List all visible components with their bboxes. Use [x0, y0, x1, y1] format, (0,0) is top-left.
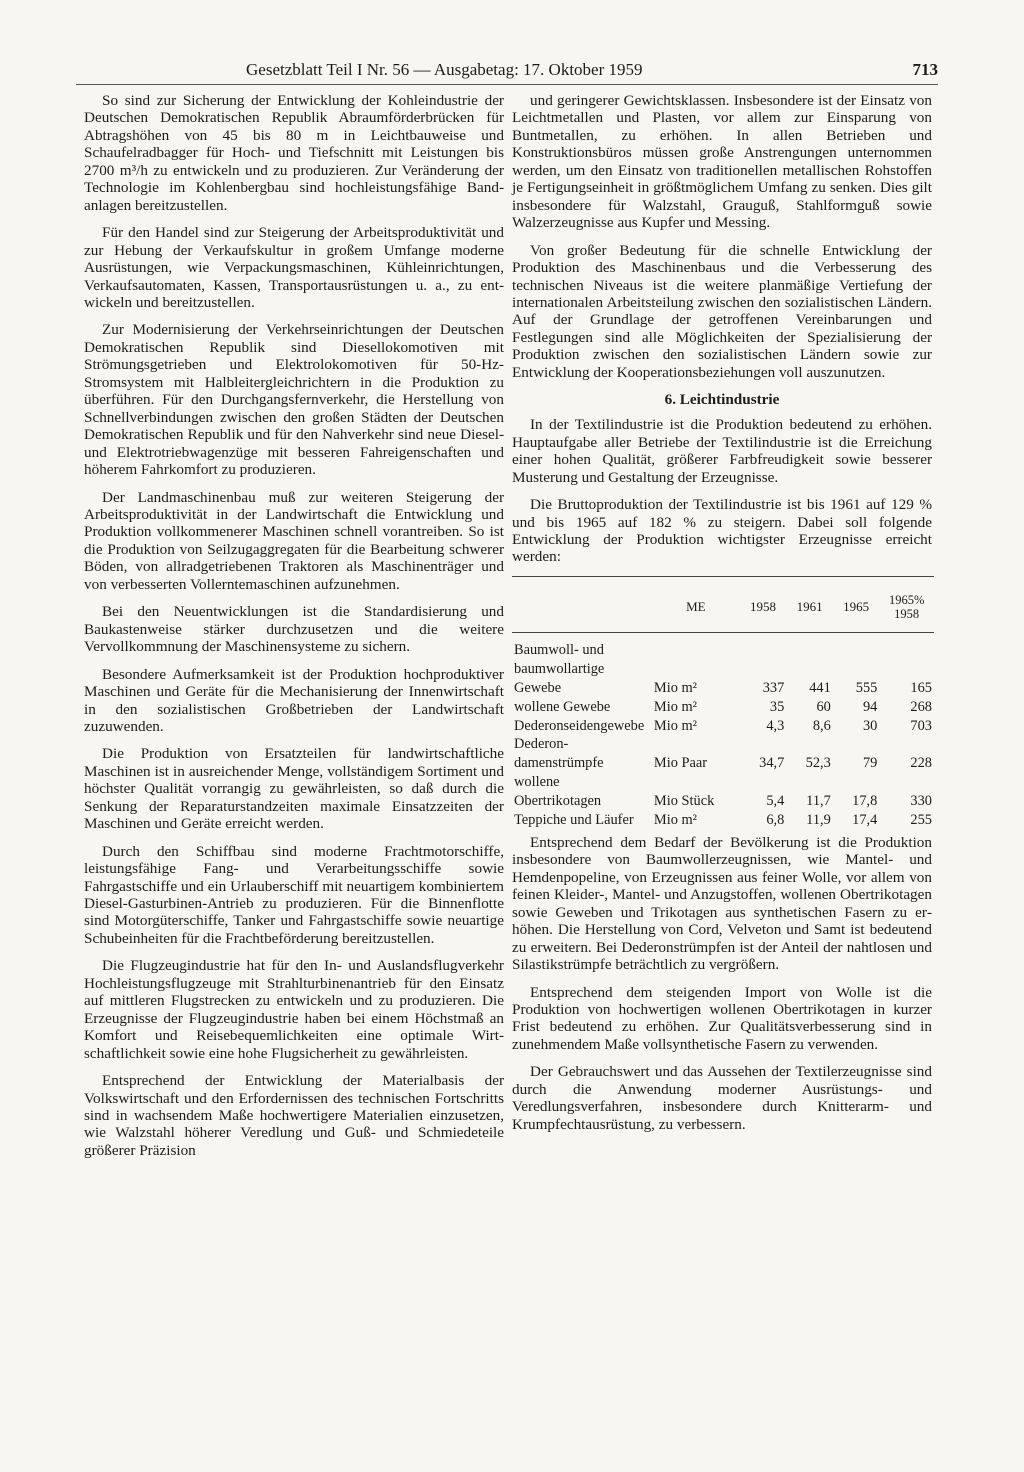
product-name: wollene Obertrikotagen — [514, 774, 602, 810]
value-1961: 11,9 — [806, 812, 831, 829]
paragraph: Von großer Bedeutung für die schnelle Entwicklung der Produktion des Maschinenbaus und die Verbesserung des technischen Niveaus ist die weitere planmäßige Vertiefung der internationalen Arbeitsteilung zwischen den sozialistischen Ländern. Auf der Grundlage der getroffenen Vereinbarungen und Festlegungen sind alle Möglichkeiten der Spezialisierung der Produktion zwischen den sozialistischen Ländern sowie zur Entwicklung der Kooperationsbeziehungen voll auszunutzen. — [512, 241, 932, 381]
value-ratio: 268 — [910, 698, 932, 715]
header-unit: ME — [652, 576, 740, 632]
paragraph: Entsprechend der Entwicklung der Materialbasis der Volkswirtschaft und den Erfordernissen des technischen Fortschritts sind in wachsendem Maße hochwertigere Materialien einzusetzen, wie Walzstahl höherer Veredlung und Guß- und Schmiedeteile größerer Präzision — [84, 1072, 504, 1159]
value-1958: 337 — [762, 679, 785, 696]
section-heading: 6. Leichtindustrie — [664, 391, 780, 409]
ratio-numerator: 1965 — [888, 592, 914, 607]
paragraph: Die Flugzeugindustrie hat für den In- und Auslandsflugverkehr Hochleistungsflugzeuge mit Strahlturbinenantrieb für den Einsatz auf mittleren Flugstrecken zu entwickeln und zu produzieren. Die Erzeugnisse der Flugzeugindustrie haben bei einem Höchstmaß an Komfort und Reisebequemlichkeiten eine optimale Wirtschaftlichkeit sowie eine hohe Flugsicherheit zu gewährleisten. — [84, 957, 504, 1062]
header-1965: 1965 — [833, 576, 880, 632]
page-header — [76, 58, 938, 85]
value-ratio: 165 — [910, 679, 932, 696]
right-column — [512, 92, 932, 1143]
ratio-denominator: 1958 — [894, 606, 920, 621]
value-1958: 6,8 — [766, 812, 785, 829]
table-row — [512, 717, 934, 736]
value-ratio: 228 — [910, 755, 932, 772]
value-1958: 5,4 — [766, 793, 785, 810]
paragraph: Entsprechend dem Bedarf der Bevölkerung ist die Produktion insbesondere von Baumwollerzeugnissen, wie Mantel- und Hemdenpopeline, von Erzeugnissen aus feiner Wolle, vor allem von feinen Kleider-, Mantel- und Anzugstoffen, wollenen Obertrikotagen sowie Geweben und Trikotagen aus synthetischen Fasern zu erhöhen. Die Herstellung von Cord, Velveton und Samt ist bedeutend zu erweitern. Bei Dederonstrümpfen ist der Anteil der nahtlosen und Silastikstrümpfe beträchtlich zu vergrößern. — [512, 833, 932, 974]
paragraph: Zur Modernisierung der Verkehrseinrichtungen der Deutschen Demokratischen Republik sind Diesellokomotiven mit Strömungsgetrieben und Elektrolokomotiven für 50-Hz-Stromsystem mit Halbleitergleichrichtern in die Produktion zu überführen. Für den Durchgangsfernverkehr, die Herstellung von Schnellverbindungen zwischen den großen Städten der Deutschen Demokratischen Republik und für den Nahverkehr sind neue Diesel- und Elektrotriebwagenzüge mit besseren Fahreigenschaften und höherem Fahrkomfort zu produzieren. — [84, 321, 504, 479]
table-row — [512, 698, 934, 717]
unit-cell: Mio Paar — [653, 755, 708, 772]
paragraph: Bei den Neuentwicklungen ist die Standardisierung und Baukastenweise stärker durchzusetzen und die weitere Vervollkommnung der Maschinensysteme zu sichern. — [84, 603, 504, 656]
value-ratio: 330 — [910, 793, 932, 810]
unit-cell: Mio m² — [653, 812, 698, 829]
header-title: Gesetzblatt Teil I Nr. 56 — Ausgabetag: 17. Oktober 1959 — [246, 60, 643, 79]
table-row — [512, 632, 934, 697]
value-1965: 30 — [862, 717, 878, 734]
page-number: 713 — [912, 60, 938, 79]
value-ratio: 703 — [910, 717, 932, 734]
table-row — [512, 811, 934, 830]
table-row — [512, 735, 934, 773]
paragraph: In der Textilindustrie ist die Produktion bedeutend zu erhöhen. Hauptaufgabe aller Betriebe der Textilindustrie ist die Erreichung einer hohen Qualität, größerer Farbfreudigkeit sowie besserer Musterung und Gestaltung der Erzeugnisse. — [512, 416, 932, 486]
value-1965: 17,4 — [852, 812, 878, 829]
value-ratio: 255 — [910, 812, 932, 829]
table-row — [512, 773, 934, 811]
header-1958: 1958 — [740, 576, 787, 632]
unit-cell: Mio m² — [653, 679, 698, 696]
unit-cell: Mio m² — [653, 698, 698, 715]
product-name: Dederonseidengewebe — [514, 717, 645, 734]
ratio-unit: % — [913, 592, 925, 607]
value-1965: 555 — [855, 679, 878, 696]
value-1961: 8,6 — [812, 717, 831, 734]
production-table — [512, 576, 934, 830]
value-1965: 17,8 — [852, 793, 878, 810]
unit-cell: Mio Stück — [653, 793, 715, 810]
value-1961: 52,3 — [805, 755, 831, 772]
paragraph: Die Bruttoproduktion der Textilindustrie ist bis 1961 auf 129 % und bis 1965 auf 182 % zu steigern. Dabei soll folgende Entwicklung der Produktion wichtigster Erzeugnisse erreicht werden: — [512, 496, 932, 566]
paragraph: Durch den Schiffbau sind moderne Frachtmotorschiffe, leistungsfähige Fang- und Verarbeitungsschiffe sowie Fahrgastschiffe und ein Urlauberschiff mit neuartigem kombiniertem Diesel-Gasturbinen-Antrieb zu produzieren. Für die Binnenflotte sind Motorgüterschiffe, Tanker und Fahrgastschiffe sowie neuartige Schubeinheiten für die Frachtbeförderung bereitzustellen. — [84, 842, 504, 947]
value-1961: 11,7 — [806, 793, 831, 810]
product-name: Baumwoll- und baumwollartige Gewebe — [514, 641, 605, 696]
value-1961: 60 — [816, 698, 831, 715]
header-product — [512, 576, 652, 632]
value-1958: 34,7 — [759, 755, 785, 772]
paragraph: Für den Handel sind zur Steigerung der Arbeitsproduktivität und zur Hebung der Verkaufskultur in großem Umfange moderne Ausrüstungen, wie Verpackungsmaschinen, Kühleinrichtungen, Verkaufsautomaten, Kassen, Transportausrüstungen u. a., zu entwickeln und bereitzustellen. — [84, 224, 504, 311]
value-1958: 4,3 — [766, 717, 785, 734]
table-header-row — [512, 576, 934, 632]
paragraph: Besondere Aufmerksamkeit ist der Produktion hochproduktiver Maschinen und Geräte für die Mechanisierung der Innenwirtschaft in den sozialistischen Großbetrieben der Landwirtschaft zuzuwenden. — [84, 665, 504, 735]
value-1965: 79 — [862, 755, 878, 772]
paragraph: Der Gebrauchswert und das Aussehen der Textilerzeugnisse sind durch die Anwendung moderner Ausrüstungs- und Veredlungsverfahren, insbesondere durch Knitterarm- und Krumpfechtausrüstung, zu verbessern. — [512, 1063, 932, 1133]
product-name: wollene Gewebe — [514, 698, 611, 715]
paragraph: und geringerer Gewichtsklassen. Insbesondere ist der Einsatz von Leichtmetallen und Plasten, vor allem zur Einsparung von Buntmetallen, zu erhöhen. In allen Betrieben und Konstruktionsbüros müssen große Anstrengungen unternommen werden, um den Einsatz von traditionellen metallischen Rohstoffen je Fertigungseinheit in größtmöglichem Umfang zu senken. Dies gilt insbesondere für Walzstahl, Grauguß, Stahlformguß sowie Walzerzeugnisse aus Kupfer und Messing. — [512, 92, 932, 232]
unit-cell: Mio m² — [653, 717, 698, 734]
paragraph: So sind zur Sicherung der Entwicklung der Kohleindustrie der Deutschen Demokratischen Republik Abraumförderbrücken für Abtragshöhen von 45 bis 80 m in Leichtbauweise und Schaufelradbagger für Hoch- und Tiefschnitt mit Leistungen bis 2700 m³/h zu entwickeln und zu produzieren. Zur Veränderung der Technologie im Kohlenbergbau sind hochleistungsfähige Bandanlagen bereitzustellen. — [84, 92, 504, 214]
left-column — [84, 92, 504, 1169]
value-1961: 441 — [809, 679, 831, 696]
paragraph: Die Produktion von Ersatzteilen für landwirtschaftliche Maschinen ist in ausreichender Menge, vollständigem Sortiment und höchster Qualität vorrangig zu gewährleisten, so daß durch die Senkung der Reparaturstandzeiten maximale Einsatzzeiten der Maschinen und Geräte erreicht werden. — [84, 745, 504, 833]
paragraph: Der Landmaschinenbau muß zur weiteren Steigerung der Arbeitsproduktivität in der Landwirtschaft die Entwicklung und Produktion vollkommenerer Maschinen schnell vorantreiben. So ist die Produktion von Seilzugaggregaten für die Bearbeitung schwerer Böden, von allradgetriebenen Traktoren als Maschinenträger und von verbesserten Vollerntemaschinen aufzunehmen. — [84, 488, 504, 593]
product-name: Teppiche und Läufer — [514, 812, 634, 829]
value-1958: 35 — [769, 698, 785, 715]
product-name: Dederondamenstrümpfe — [514, 736, 604, 772]
header-ratio — [879, 576, 934, 632]
header-1961: 1961 — [786, 576, 833, 632]
value-1965: 94 — [862, 698, 878, 715]
paragraph: Entsprechend dem steigenden Import von Wolle ist die Produktion von hochwertigen wollenen Obertrikotagen in kurzer Frist bedeutend zu erhöhen. Zur Qualitätsverbesserung sind in zunehmendem Maße vollsynthetische Fasern zu verwenden. — [512, 983, 932, 1053]
